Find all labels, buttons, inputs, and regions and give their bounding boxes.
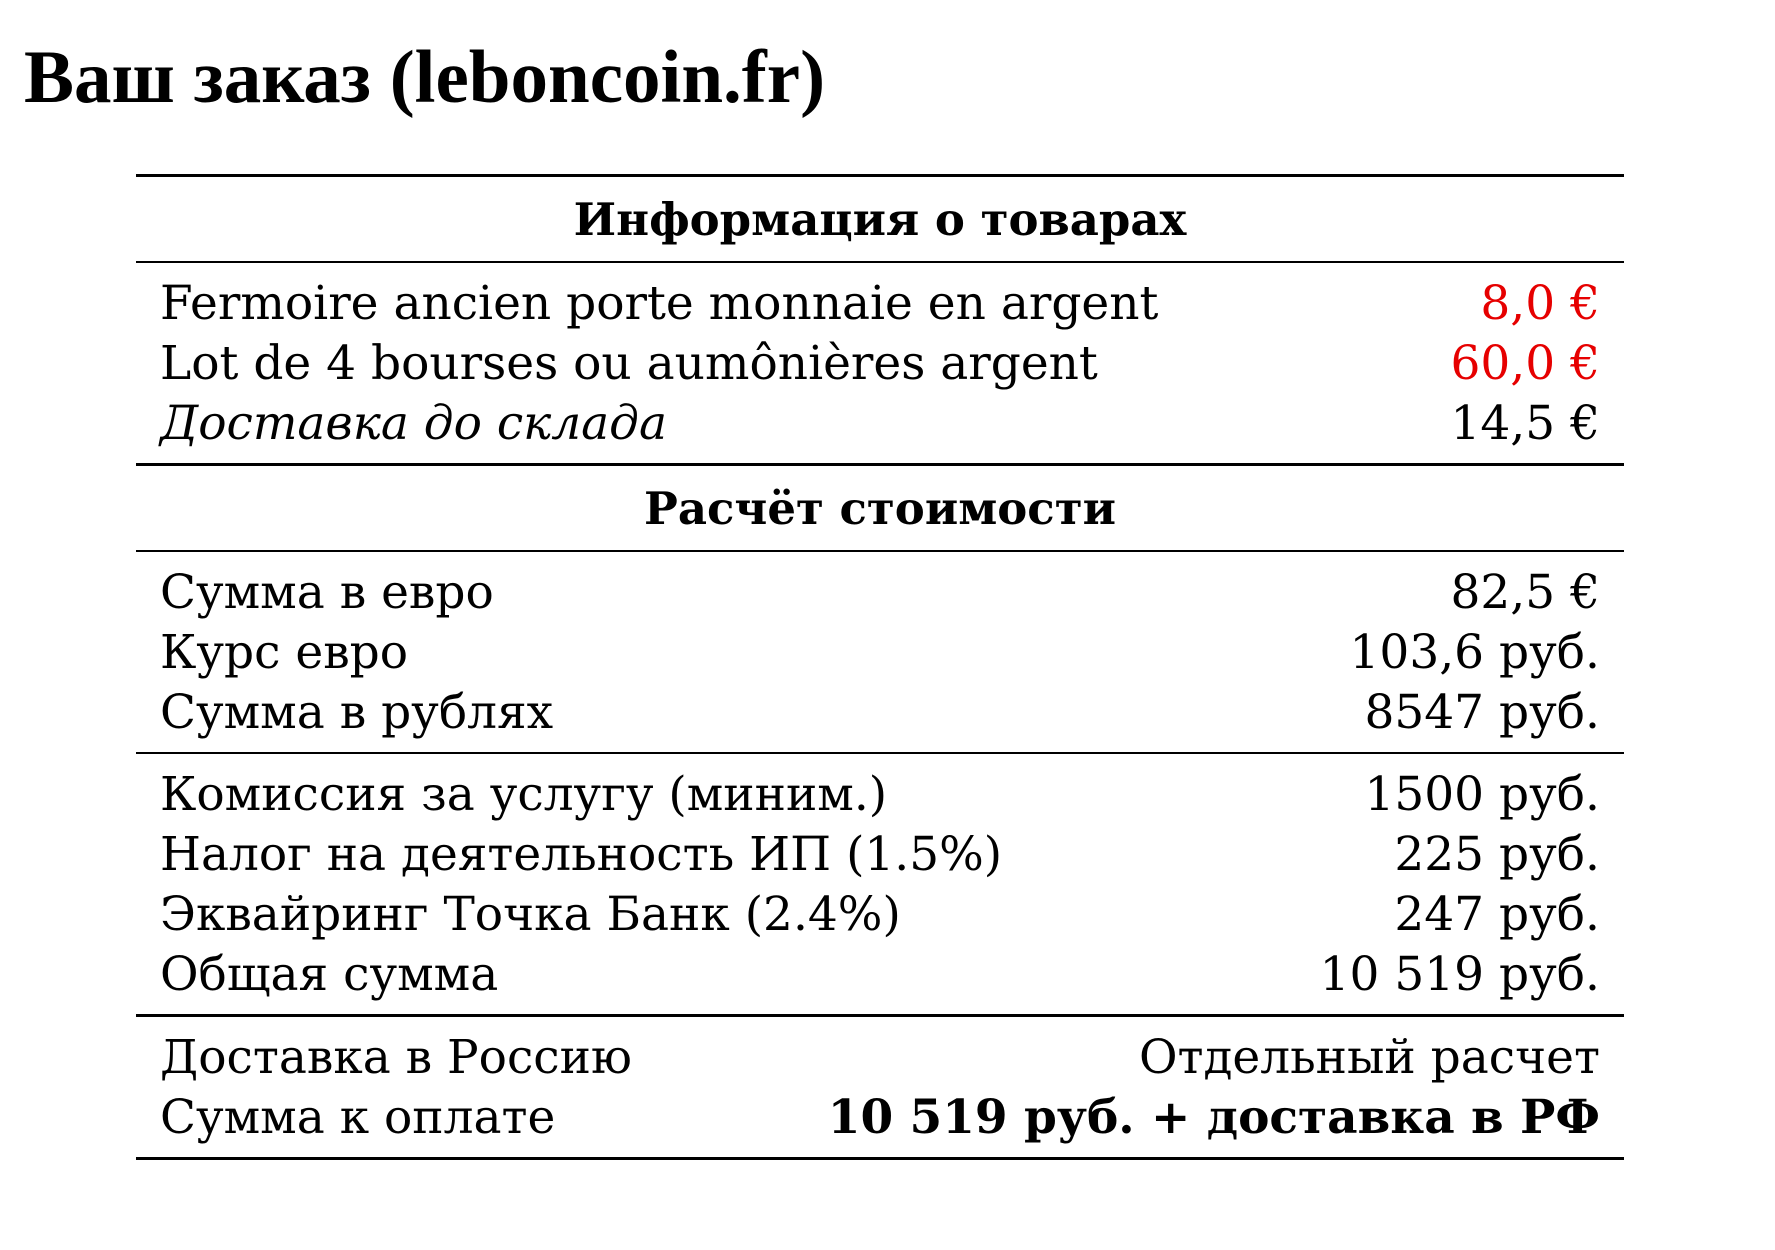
goods-section-header: Информация о товарах xyxy=(573,192,1187,246)
page-title: Ваш заказ (leboncoin.fr) xyxy=(24,36,826,119)
tax-label: Налог на деятельность ИП (1.5%) xyxy=(160,826,1003,882)
service-fee-value: 1500 руб. xyxy=(1364,766,1600,822)
russia-delivery-row xyxy=(136,1027,1624,1087)
euro-sum-value: 82,5 € xyxy=(1450,564,1600,620)
conversion-list xyxy=(136,552,1624,752)
goods-item-label: Fermoire ancien porte monnaie en argent xyxy=(160,275,1159,331)
euro-rate-row xyxy=(136,622,1624,682)
russia-delivery-value: Отдельный расчет xyxy=(1138,1029,1600,1085)
table-bottom-rule xyxy=(136,1157,1624,1160)
order-table xyxy=(136,174,1624,1160)
acquiring-row xyxy=(136,884,1624,944)
goods-item-label: Lot de 4 bourses ou aumônières argent xyxy=(160,335,1098,391)
russia-delivery-label: Доставка в Россию xyxy=(160,1029,632,1085)
tax-value: 225 руб. xyxy=(1394,826,1600,882)
euro-sum-row xyxy=(136,562,1624,622)
warehouse-delivery-row xyxy=(136,393,1624,453)
ruble-sum-value: 8547 руб. xyxy=(1364,684,1600,740)
service-fee-row xyxy=(136,764,1624,824)
goods-item-row xyxy=(136,333,1624,393)
total-sum-label: Общая сумма xyxy=(160,946,499,1002)
fees-list xyxy=(136,754,1624,1014)
euro-rate-value: 103,6 руб. xyxy=(1349,624,1600,680)
tax-row xyxy=(136,824,1624,884)
goods-item-price: 8,0 € xyxy=(1480,275,1600,331)
goods-item-row xyxy=(136,273,1624,333)
amount-due-row xyxy=(136,1087,1624,1147)
acquiring-label: Эквайринг Точка Банк (2.4%) xyxy=(160,886,901,942)
cost-section-header: Расчёт стоимости xyxy=(644,481,1116,535)
ruble-sum-label: Сумма в рублях xyxy=(160,684,554,740)
warehouse-delivery-label: Доставка до склада xyxy=(160,395,667,451)
warehouse-delivery-price: 14,5 € xyxy=(1450,395,1600,451)
ruble-sum-row xyxy=(136,682,1624,742)
amount-due-value: 10 519 руб. + доставка в РФ xyxy=(827,1089,1600,1145)
euro-sum-label: Сумма в евро xyxy=(160,564,494,620)
total-sum-value: 10 519 руб. xyxy=(1319,946,1600,1002)
goods-item-price: 60,0 € xyxy=(1450,335,1600,391)
amount-due-label: Сумма к оплате xyxy=(160,1089,556,1145)
total-sum-row xyxy=(136,944,1624,1004)
euro-rate-label: Курс евро xyxy=(160,624,409,680)
final-list xyxy=(136,1017,1624,1157)
acquiring-value: 247 руб. xyxy=(1394,886,1600,942)
service-fee-label: Комиссия за услугу (миним.) xyxy=(160,766,888,822)
goods-list xyxy=(136,263,1624,463)
